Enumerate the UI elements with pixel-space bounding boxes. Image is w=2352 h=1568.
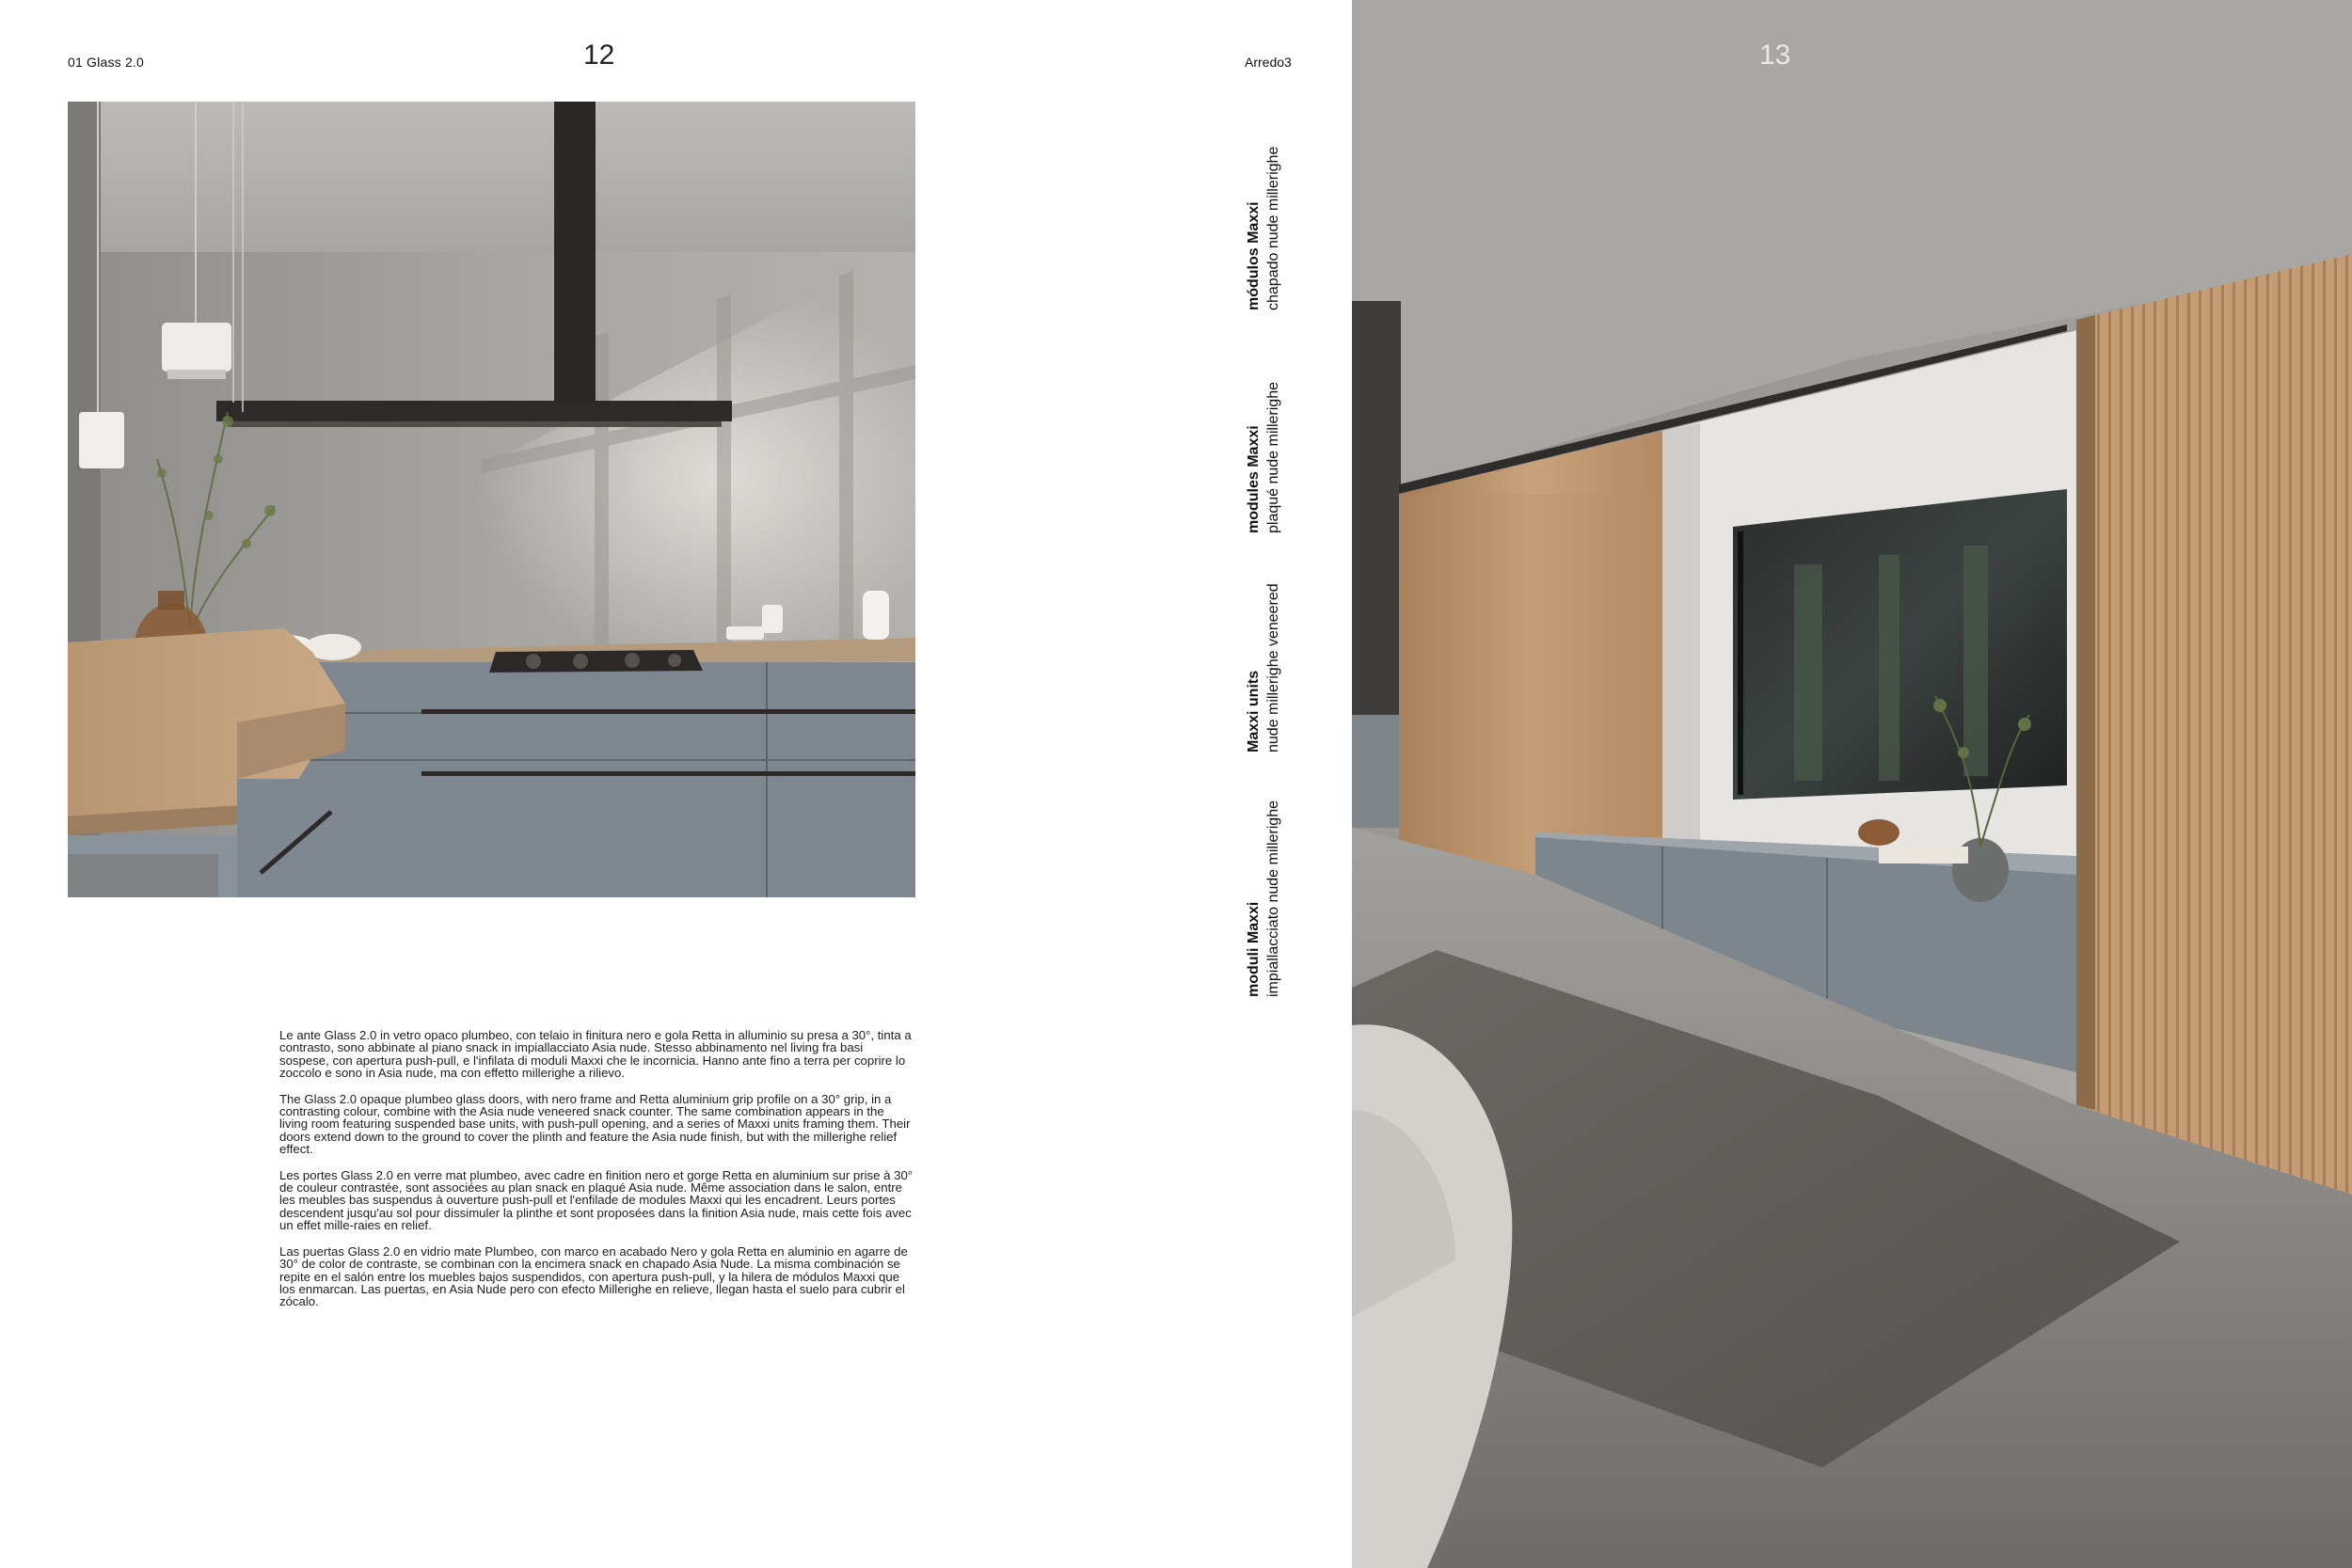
section-label: 01 Glass 2.0 (68, 55, 144, 70)
caption-italian (1244, 752, 1283, 997)
caption-detail: plaqué nude millerighe (1265, 382, 1281, 533)
page-number-left: 12 (583, 40, 615, 71)
living-room-photo (1352, 0, 2352, 1568)
paragraph-italian: Le ante Glass 2.0 in vetro opaco plumbeo, con telaio in finitura nero e gola Retta in alluminio su presa a 30°, tinta a contrasto, sono abbinate al piano snack in impiallacciato Asia nude. Stesso abbinamento nel living fra basi sospese, con apertura push-pull, e l'infilata di moduli Maxxi che le incornicia. Hanno ante fino a terra per coprire lo zoccolo e sono in Asia nude, ma con effetto millerighe a rilievo. (279, 1028, 912, 1081)
paragraph-french: Les portes Glass 2.0 en verre mat plumbeo, avec cadre en finition nero et gorge Retta en aluminium sur prise à 30° de couleur contrastée, sont associées au plan snack en plaqué Asia nude. Même association dans le salon, entre les meubles bas suspendus à ouverture push-pull et l'enfilade de modules Maxxi qui les encadrent. Leurs portes descendent jusqu'au sol pour dissimuler la plinthe et sont proposées dans la finition Asia nude, mais cette fois avec un effet mille-raies en relief. (279, 1167, 914, 1233)
paragraph-spanish: Las puertas Glass 2.0 en vidrio mate Plumbeo, con marco en acabado Nero y gola Retta en aluminio en agarre de 30° de color de contraste, se combinan con la encimera snack en chapado Asia Nude. La misma combinación se repite en el salón entre los muebles bajos suspendidos, con apertura push-pull, y la hilera de módulos Maxxi que los enmarcan. Las puertas, en Asia Nude pero con efecto Millerighe en relieve, llegan hasta el suelo para cubrir el zócalo. (279, 1243, 908, 1309)
brand-label: Arredo3 (1245, 55, 1292, 70)
caption-detail: nude millerighe veneered (1265, 583, 1281, 752)
paragraph-english: The Glass 2.0 opaque plumbeo glass doors, with nero frame and Retta aluminium grip profile on a 30° grip, in a contrasting colour, combine with the Asia nude veneered snack counter. The same combination appears in the living room featuring suspended base units, with push-pull opening, and a series of Maxxi units framing them. Their doors extend down to the ground to cover the plinth and feature the Asia nude finish, but with the millerighe relief effect. (279, 1091, 911, 1157)
caption-title: moduli Maxxi (1246, 901, 1262, 997)
caption-detail: impiallacciato nude millerighe (1265, 800, 1281, 997)
description-text (279, 1029, 914, 1322)
caption-title: Maxxi units (1246, 670, 1262, 752)
product-captions (1232, 132, 1308, 1025)
caption-detail: chapado nude millerighe (1265, 146, 1281, 310)
caption-title: módulos Maxxi (1246, 201, 1262, 310)
caption-french (1244, 289, 1283, 533)
page-number-right: 13 (1759, 40, 1791, 71)
kitchen-photo (68, 102, 915, 897)
caption-english (1244, 508, 1283, 752)
caption-title: modules Maxxi (1246, 425, 1262, 533)
caption-spanish (1244, 66, 1283, 310)
